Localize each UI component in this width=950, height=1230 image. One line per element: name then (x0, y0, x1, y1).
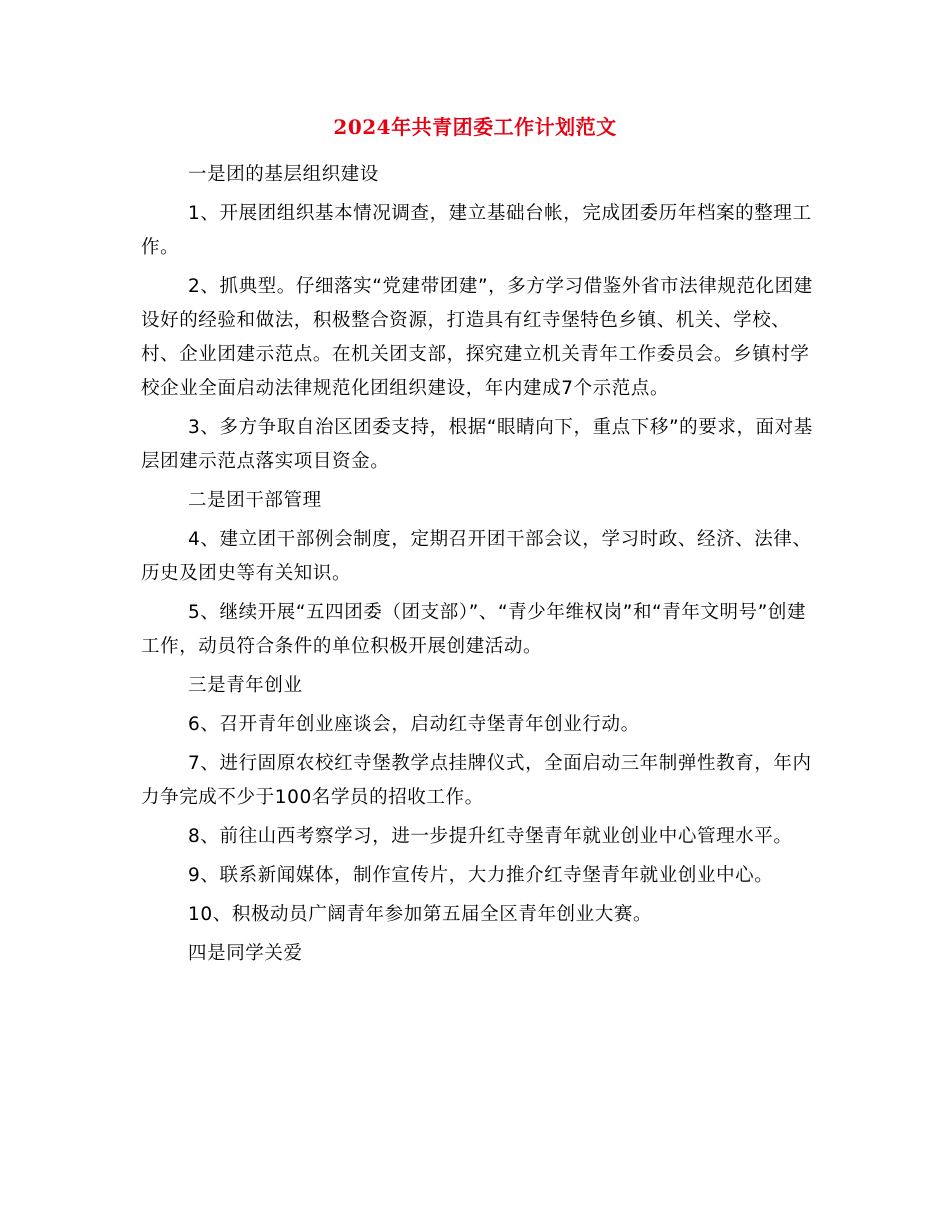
paragraph-item-10: 10、积极动员广阔青年参加第五届全区青年创业大赛。 (188, 904, 653, 925)
paragraph-item-5: 5、继续开展“五四团委（团支部）”、“青少年维权岗”和“青年文明号”创建工作，动员符合条件的单位积极开展创建活动。 (141, 602, 807, 657)
document-title: 2024年共青团委工作计划范文 (333, 115, 617, 139)
document-body (141, 158, 821, 976)
paragraph-item-7: 7、进行固原农校红寺堡教学点挂牌仪式，全面启动三年制弹性教育，年内力争完成不少于100名学员的招收工作。 (141, 753, 812, 808)
section-heading-1: 一是团的基层组织建设 (188, 164, 380, 185)
section-heading-3: 三是青年创业 (188, 675, 303, 696)
paragraph-item-8: 8、前往山西考察学习，进一步提升红寺堡青年就业创业中心管理水平。 (188, 826, 793, 847)
paragraph-item-9: 9、联系新闻媒体，制作宣传片，大力推介红寺堡青年就业创业中心。 (188, 865, 774, 886)
section-heading-4: 四是同学关爱 (188, 943, 303, 964)
paragraph-item-4: 4、建立团干部例会制度，定期召开团干部会议，学习时政、经济、法律、历史及团史等有关知识。 (141, 529, 812, 584)
paragraph-item-2: 2、抓典型。仔细落实“党建带团建”，多方学习借鉴外省市法律规范化团建设好的经验和做法，积极整合资源，打造具有红寺堡特色乡镇、机关、学校、村、企业团建示范点。在机关团支部，探究建立机关青年工作委员会。乡镇村学校企业全面启动法律规范化团组织建设，年内建成7个示范点。 (141, 276, 813, 399)
paragraph-item-3: 3、多方争取自治区团委支持，根据“眼睛向下，重点下移”的要求，面对基层团建示范点落实项目资金。 (141, 417, 813, 472)
paragraph-item-1: 1、开展团组织基本情况调查，建立基础台帐，完成团委历年档案的整理工作。 (141, 203, 812, 258)
section-heading-2: 二是团干部管理 (188, 490, 322, 511)
paragraph-item-6: 6、召开青年创业座谈会，启动红寺堡青年创业行动。 (188, 714, 640, 735)
